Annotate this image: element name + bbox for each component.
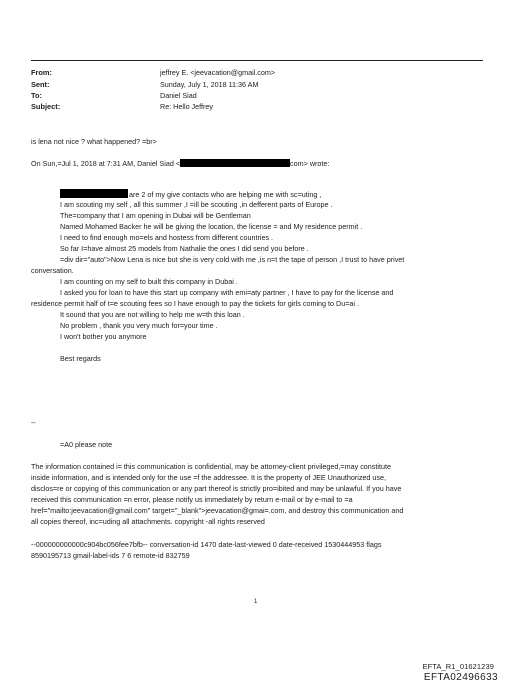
notice-line: The information contained i= this communication is confidential, may be attorney-client privileged,=may constitute — [31, 462, 391, 471]
quoted-line: I am scouting my self , all this summer ,I =ill be scouting ,in defferent parts of Europe . — [60, 200, 333, 209]
sent-value: Sunday, July 1, 2018 11:36 AM — [160, 80, 259, 89]
to-value: Daniel Siad — [160, 91, 197, 100]
quoted-line: It sound that you are not willing to help me w=th this loan . — [60, 310, 245, 319]
quoted-line: I won't bother you anymore — [60, 332, 147, 341]
quoted-line: residence permit half of t=e scouting fees so I have enough to pay the tickets for girls coming to Du=ai . — [31, 299, 360, 308]
notice-line: received this communication =n error, please notify us immediately by return e-mail or by e-mail to =a — [31, 495, 353, 504]
reply-line: is lena not nice ? what happened? =br> — [31, 137, 157, 146]
quote-intro-suffix: com> wrote: — [290, 159, 330, 168]
header-top-rule — [31, 60, 483, 61]
bates-number-small: EFTA_R1_01621239 — [422, 662, 494, 671]
bates-number-large: EFTA02496633 — [423, 672, 498, 683]
quote-intro — [31, 159, 329, 168]
notice-line: all copies thereof, inc=uding all attachments. copyright -all rights reserved — [31, 517, 265, 526]
please-note: =A0 please note — [60, 440, 113, 449]
signoff: Best regards — [60, 354, 101, 363]
quoted-line: So far I=have almost 25 models from Nathalie the ones I did send you before . — [60, 244, 309, 253]
to-label: To: — [31, 91, 42, 100]
quoted-line: The=company that I am opening in Dubai will be Gentleman — [60, 211, 251, 220]
quote-intro-prefix: On Sun,=Jul 1, 2018 at 7:31 AM, Daniel Siad < — [31, 159, 181, 168]
notice-line: href="mailto:jeevacation@gmail.com" target="_blank">jeevacation@gmai=.com, and destroy this communication and — [31, 506, 404, 515]
quoted-line: I am counting on my self to built this company in Dubai . — [60, 277, 238, 286]
sent-label: Sent: — [31, 80, 50, 89]
quoted-line: =div dir="auto">Now Lena is nice but she is very cold with me ,is n=t the tape of person ,I trust to have privet — [60, 255, 405, 264]
quoted-line: No problem , thank you very much for=your time . — [60, 321, 218, 330]
subject-value: Re: Hello Jeffrey — [160, 102, 213, 111]
quoted-line: I asked you for loan to have this start up company with emi=aty partner , I have to pay for the license and — [60, 288, 394, 297]
metadata-line: 8590195713 gmail-label-ids 7 6 remote-id 832759 — [31, 551, 190, 560]
quoted-line: conversation. — [31, 266, 74, 275]
notice-line: disclos=re or copying of this communication or any part thereof is strictly pro=ibited and may be unlawful. If you have — [31, 484, 402, 493]
separator-dashes: -- — [31, 418, 36, 427]
notice-line: inside information, and is intended only for the use =f the addressee. It is the property of JEE Unauthorized use, — [31, 473, 386, 482]
subject-label: Subject: — [31, 102, 61, 111]
redaction-bar — [180, 159, 290, 167]
page-number: 1 — [254, 599, 258, 605]
redaction-bar — [60, 189, 128, 198]
quoted-line: I need to find enough mo=els and hostess from different countries . — [60, 233, 274, 242]
from-value: jeffrey E. <jeevacation@gmail.com> — [160, 68, 276, 77]
quoted-line: Named Mohamed Backer he will be giving the location, the license = and My residence permit . — [60, 222, 363, 231]
metadata-line: --000000000000c904bc056fee7bfb-- conversation-id 1470 date-last-viewed 0 date-received 1530444953 flags — [31, 540, 382, 549]
from-label: From: — [31, 68, 52, 77]
quoted-line: are 2 of my give contacts who are helping me with sc=uting , — [129, 190, 322, 199]
